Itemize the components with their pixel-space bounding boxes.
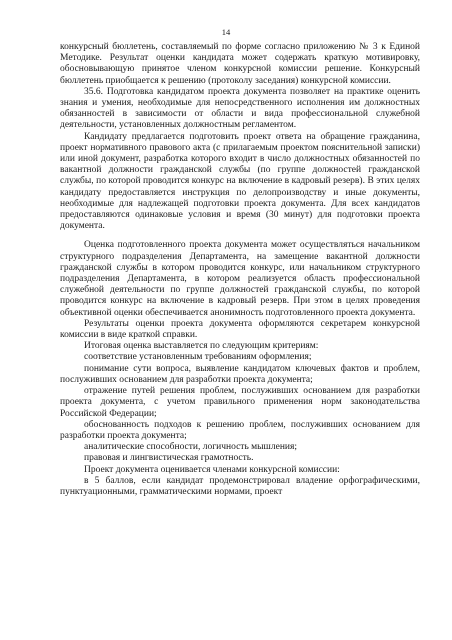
paragraph-evaluation: Оценка подготовленного проекта документа может осуществляться начальником структурного подразделения Департамента, на замещение вакантной должности гражданской службы в котором проводится конкурс, или начальником структурного подразделения Департамента, в котором реализуется область профессиональной служебной деятельности по группе должностей гражданской службы, по которой проводится конкурс на включение в кадровый резерв. При этом в целях проведения объективной оценки обеспечивается анонимность подготовленного проекта документа.	[60, 240, 420, 318]
criteria-heading: Итоговая оценка выставляется по следующим критериям:	[84, 341, 319, 352]
criterion-analytical: аналитические способности, логичность мышления;	[84, 442, 297, 453]
criterion-understanding: понимание сути вопроса, выявление кандидатом ключевых фактов и проблем, послуживших основанием для разработки проекта документа;	[60, 363, 420, 385]
criterion-approaches: обоснованность подходов к решению проблем, послуживших основанием для разработки проекта документа;	[60, 419, 420, 441]
paragraph-35-6: 35.6. Подготовка кандидатом проекта документа позволяет на практике оценить знания и умения, необходимые для непосредственного исполнения им должностных обязанностей в зависимости от области и вида профессиональной служебной деятельности, установленных должностным регламентом.	[60, 86, 420, 131]
document-body	[60, 42, 420, 498]
paragraph-results: Результаты оценки проекта документа оформляются секретарем конкурсной комиссии в виде краткой справки.	[60, 318, 420, 341]
criterion-literacy: правовая и лингвистическая грамотность.	[84, 453, 254, 464]
scoring-5-points: в 5 баллов, если кандидат продемонстрировал владение орфографическими, пунктуационными, грамматическими нормами, проект	[60, 475, 420, 497]
page-number: 14	[221, 27, 231, 37]
criterion-formatting: соответствие установленным требованиям оформления;	[84, 352, 312, 363]
scoring-heading: Проект документа оценивается членами конкурсной комиссии:	[84, 464, 340, 475]
paragraph-candidate-task: Кандидату предлагается подготовить проект ответа на обращение гражданина, проект нормативного правового акта (с прилагаемым проектом пояснительной записки) или иной документ, разработка которого входит в число должностных обязанностей по вакантной должности гражданской службы (по группе должностей гражданской службы, по которой проводится конкурс на включение в кадровый резерв). В этих целях кандидату предоставляется инструкция по делопроизводству и иные документы, необходимые для надлежащей подготовки проекта документа. Для всех кандидатов предоставляются одинаковые условия и время (30 минут) для подготовки проекта документа.	[60, 131, 420, 232]
paragraph-ballot-continuation: конкурсный бюллетень, составляемый по форме согласно приложению № 3 к Единой Методике. Результат оценки кандидата может содержать краткую мотивировку, обосновывающую принятое членом конкурсной комиссии решение. Конкурсный бюллетень приобщается к решению (протоколу заседания) конкурсной комиссии.	[60, 42, 420, 86]
criterion-solutions: отражение путей решения проблем, послуживших основанием для разработки проекта документа, с учетом правильного применения норм законодательства Российской Федерации;	[60, 386, 420, 419]
